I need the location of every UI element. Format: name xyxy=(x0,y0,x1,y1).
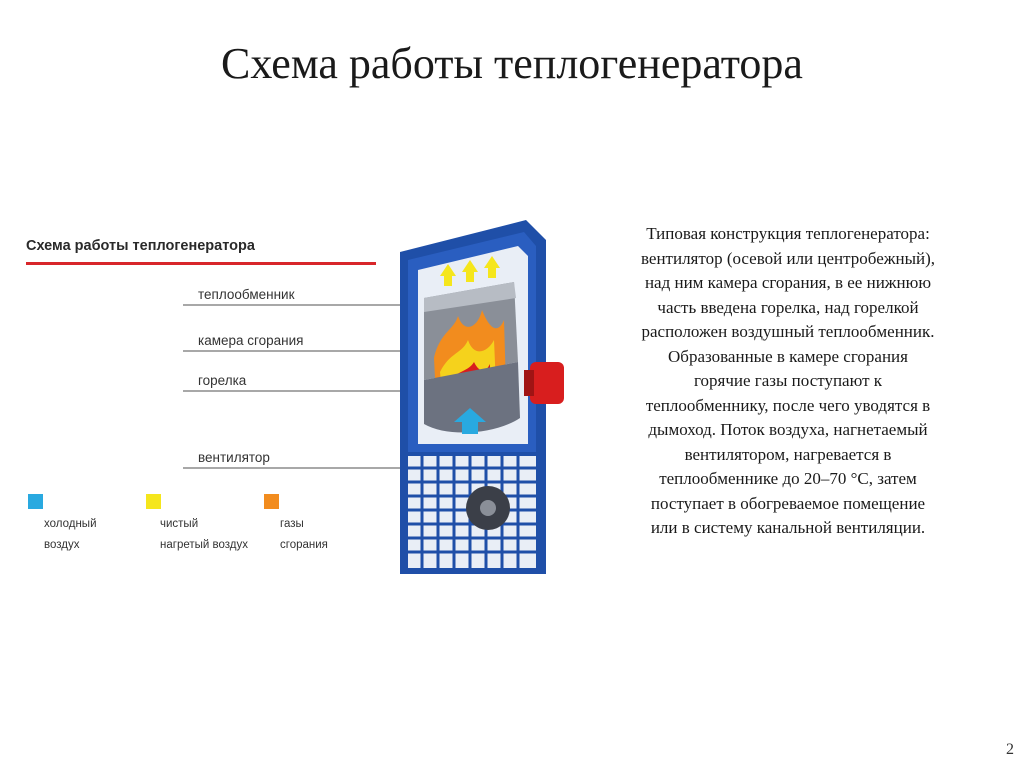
page-number: 2 xyxy=(1006,741,1014,758)
legend-swatch-heated-air xyxy=(146,494,161,509)
burner-housing xyxy=(530,362,564,404)
callout-burner: горелка xyxy=(198,373,247,388)
callout-fan: вентилятор xyxy=(198,450,270,465)
diagram-heading: Схема работы теплогенератора xyxy=(26,238,255,254)
description-text: Типовая конструкция теплогенератора: вентилятор (осевой или центробежный), над ним камера сгорания, в ее нижнюю часть введена горелка, над горелкой расположен воздушный теплообменник. Образованные в камере сгорания горячие газы поступают к теплообменнику, после чего уводятся в дымоход. Поток воздуха, нагнетаемый вентилятором, нагревается в теплообменнике до 20–70 °С, затем поступает в обогреваемое помещение или в систему канальной вентиляции. xyxy=(640,224,936,537)
legend-label-cold-air: холодный воздух xyxy=(44,518,97,551)
callout-combustion-chamber: камера сгорания xyxy=(198,333,304,348)
legend-swatch-combustion-gases xyxy=(264,494,279,509)
heat-generator-diagram xyxy=(18,212,568,592)
legend-swatch-cold-air xyxy=(28,494,43,509)
heading-underline xyxy=(26,262,376,265)
legend-label-combustion-gases: газы сгорания xyxy=(280,518,328,551)
legend-label-heated-air: чистый нагретый воздух xyxy=(160,518,248,551)
slide-title: Схема работы теплогенератора xyxy=(221,39,803,88)
callout-heat-exchanger: теплообменник xyxy=(198,287,295,302)
heat-generator-illustration xyxy=(378,212,568,592)
